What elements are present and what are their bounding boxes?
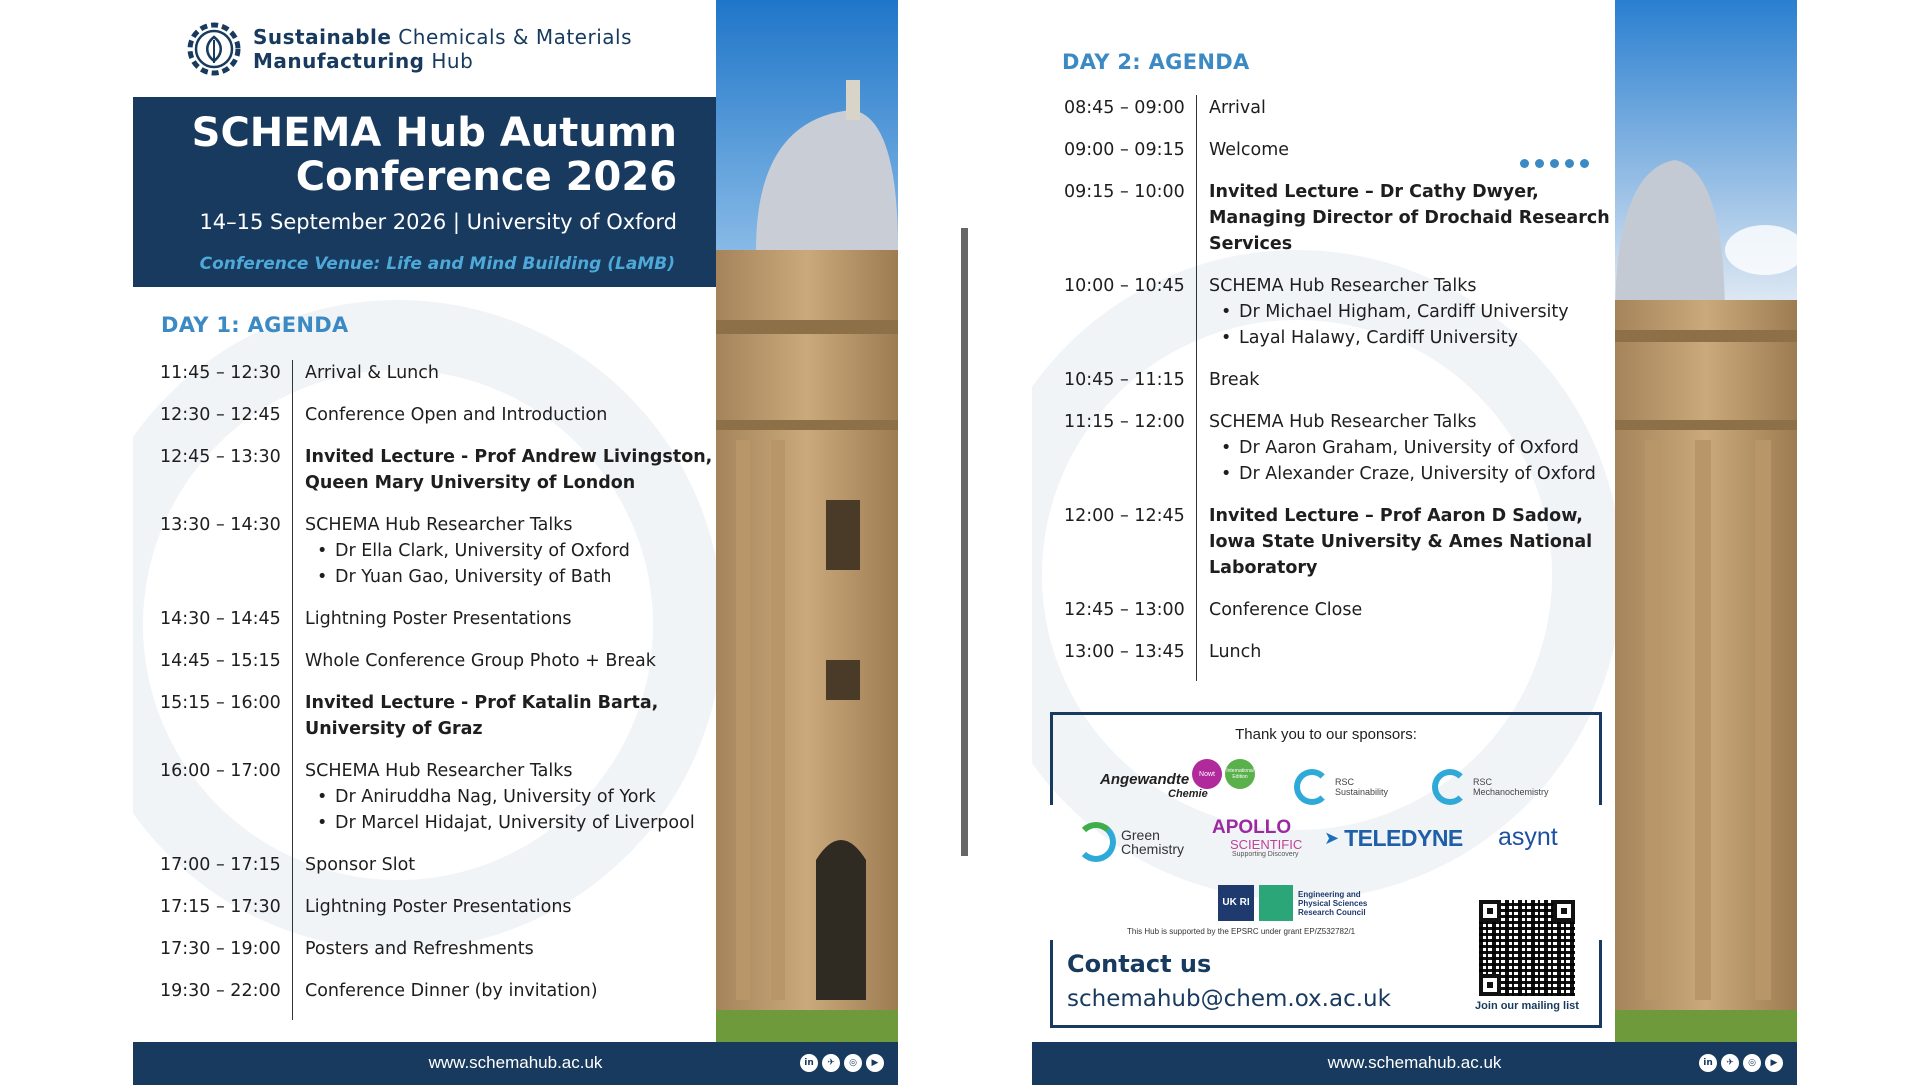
- agenda-row: [1064, 95, 1624, 137]
- day1-title: DAY 1: AGENDA: [161, 313, 349, 337]
- agenda-time: 16:00 – 17:00: [160, 761, 281, 781]
- agenda-entry-title: Invited Lecture – Dr Cathy Dwyer, Managing Director of Drochaid Research Services: [1209, 182, 1610, 254]
- agenda-entry-title: Posters and Refreshments: [305, 939, 534, 959]
- agenda-entry: [292, 512, 630, 606]
- agenda-time: 11:15 – 12:00: [1064, 412, 1185, 432]
- logo-word-chemicals: Chemicals & Materials: [398, 25, 632, 49]
- agenda-time: 17:15 – 17:30: [160, 897, 281, 917]
- agenda-row: [160, 512, 720, 606]
- radcliffe-camera-photo: [1615, 0, 1797, 1042]
- logo-word-sustainable: Sustainable: [253, 25, 392, 49]
- agenda-entry: [292, 648, 656, 690]
- rsc-sus-label2: Sustainability: [1335, 787, 1389, 797]
- angewandte-sub: Chemie: [1168, 788, 1208, 800]
- angewandte-badge-purple: Nowt: [1192, 759, 1222, 789]
- agenda-entry: [1196, 367, 1259, 409]
- agenda-entry: [1196, 597, 1362, 639]
- rsc-mech-label1: RSC: [1473, 777, 1493, 787]
- agenda-time: 15:15 – 16:00: [160, 693, 281, 713]
- agenda-entry-title: SCHEMA Hub Researcher Talks: [1209, 412, 1477, 432]
- agenda-entry-title: Conference Close: [1209, 600, 1363, 620]
- agenda-row: [160, 360, 720, 402]
- agenda-time: 17:00 – 17:15: [160, 855, 281, 875]
- instagram-icon[interactable]: ◎: [1743, 1054, 1761, 1072]
- agenda-time: 11:45 – 12:30: [160, 363, 281, 383]
- epsrc-grant-note: This Hub is supported by the EPSRC under grant EP/Z532782/1: [1127, 927, 1356, 936]
- agenda-entry: [1196, 179, 1624, 273]
- conference-date-location: 14–15 September 2026 | University of Oxford: [199, 210, 677, 234]
- speaker-item: • Dr Aaron Graham, University of Oxford: [1209, 435, 1596, 461]
- agenda-entry-title: Invited Lecture – Prof Aaron D Sadow, Iowa State University & Ames National Laboratory: [1209, 506, 1593, 578]
- agenda-entry: [292, 852, 415, 894]
- agenda-entry: [292, 360, 439, 402]
- apollo-scientific-logo: [1212, 817, 1302, 858]
- linkedin-icon[interactable]: in: [800, 1054, 818, 1072]
- agenda-row: [1064, 273, 1624, 367]
- agenda-row: [160, 648, 720, 690]
- agenda-row: [160, 444, 720, 512]
- title-banner: [133, 97, 717, 287]
- agenda-row: [160, 894, 720, 936]
- speaker-list: [1209, 299, 1569, 351]
- rsc-sus-label1: RSC: [1335, 777, 1355, 787]
- day1-agenda: [160, 360, 720, 1020]
- green-chemistry-logo: [1076, 822, 1184, 862]
- social-icons: [800, 1054, 884, 1072]
- bluesky-icon[interactable]: ✈: [1721, 1054, 1739, 1072]
- angewandte-logo: [1100, 759, 1255, 800]
- agenda-entry-title: Welcome: [1209, 140, 1290, 160]
- speaker-list: [1209, 435, 1596, 487]
- logo-word-hub: Hub: [431, 49, 474, 73]
- conference-venue: Conference Venue: Life and Mind Building (LaMB): [199, 254, 675, 274]
- agenda-time: 12:45 – 13:00: [1064, 600, 1185, 620]
- speaker-item: • Dr Yuan Gao, University of Bath: [305, 564, 630, 590]
- agenda-entry: [1196, 273, 1569, 367]
- agenda-time: 17:30 – 19:00: [160, 939, 281, 959]
- agenda-entry-title: Lightning Poster Presentations: [305, 897, 572, 917]
- agenda-entry: [292, 444, 720, 512]
- ukri-icon: UK RI: [1218, 885, 1254, 921]
- agenda-entry-title: Break: [1209, 370, 1260, 390]
- agenda-time: 14:45 – 15:15: [160, 651, 281, 671]
- agenda-row: [160, 690, 720, 758]
- epsrc-green-block: [1259, 885, 1293, 921]
- apollo-name2: SCIENTIFIC: [1230, 837, 1303, 852]
- logo-word-manufacturing: Manufacturing: [253, 49, 425, 73]
- agenda-time: 08:45 – 09:00: [1064, 98, 1185, 118]
- rsc-ring-icon: [1294, 769, 1330, 805]
- rsc-mech-label2: Mechanochemistry: [1473, 787, 1549, 797]
- agenda-entry-title: Whole Conference Group Photo + Break: [305, 651, 656, 671]
- agenda-row: [1064, 597, 1624, 639]
- agenda-row: [160, 936, 720, 978]
- conference-title-line1: SCHEMA Hub Autumn: [191, 110, 677, 156]
- green-label2: Chemistry: [1121, 841, 1185, 857]
- agenda-row: [1064, 409, 1624, 503]
- mailing-list-qr-code[interactable]: [1479, 900, 1575, 996]
- agenda-entry: [292, 402, 607, 444]
- footer-website-link[interactable]: www.schemahub.ac.uk: [1327, 1053, 1502, 1072]
- agenda-row: [160, 606, 720, 648]
- agenda-row: [160, 758, 720, 852]
- agenda-entry-title: SCHEMA Hub Researcher Talks: [305, 515, 573, 535]
- apollo-tagline: Supporting Discovery: [1232, 851, 1299, 858]
- teledyne-logo: [1324, 825, 1463, 852]
- agenda-page-day1: [133, 0, 898, 1085]
- rsc-mechanochemistry-logo: [1432, 769, 1549, 805]
- agenda-time: 19:30 – 22:00: [160, 981, 281, 1001]
- agenda-entry: [1196, 409, 1596, 503]
- agenda-entry-title: SCHEMA Hub Researcher Talks: [305, 761, 573, 781]
- speaker-item: • Dr Aniruddha Nag, University of York: [305, 784, 695, 810]
- agenda-entry: [1196, 95, 1266, 137]
- ukri-epsrc-logo: [1218, 885, 1367, 921]
- page1-footer: [133, 1042, 898, 1085]
- day2-agenda: [1064, 95, 1624, 681]
- speaker-item: • Dr Michael Higham, Cardiff University: [1209, 299, 1569, 325]
- asynt-name: asynt: [1498, 823, 1558, 851]
- asynt-logo: [1498, 823, 1558, 852]
- agenda-row: [1064, 503, 1624, 597]
- epsrc-label1: Engineering and: [1298, 889, 1361, 899]
- green-label1: Green: [1121, 827, 1160, 843]
- agenda-time: 13:30 – 14:30: [160, 515, 281, 535]
- bluesky-icon[interactable]: ✈: [822, 1054, 840, 1072]
- linkedin-icon[interactable]: in: [1699, 1054, 1717, 1072]
- agenda-entry-title: Lightning Poster Presentations: [305, 609, 572, 629]
- green-chemistry-ring-icon: [1076, 822, 1116, 862]
- agenda-time: 12:45 – 13:30: [160, 447, 281, 467]
- agenda-time: 12:30 – 12:45: [160, 405, 281, 425]
- speaker-list: [305, 784, 695, 836]
- agenda-row: [1064, 639, 1624, 681]
- rsc-ring-icon: [1432, 769, 1468, 805]
- speaker-list: [305, 538, 630, 590]
- scrollbar[interactable]: [961, 228, 968, 856]
- epsrc-label2: Physical Sciences: [1298, 898, 1368, 908]
- angewandte-badge-green: International Edition: [1225, 759, 1255, 789]
- agenda-entry: [1196, 137, 1289, 179]
- agenda-time: 14:30 – 14:45: [160, 609, 281, 629]
- speaker-item: • Dr Ella Clark, University of Oxford: [305, 538, 630, 564]
- gear-leaf-icon: [183, 18, 245, 80]
- youtube-icon[interactable]: ▶: [866, 1054, 884, 1072]
- agenda-entry-title: Invited Lecture - Prof Katalin Barta, University of Graz: [305, 693, 659, 739]
- agenda-time: 09:00 – 09:15: [1064, 140, 1185, 160]
- agenda-entry: [292, 936, 534, 978]
- page2-footer: [1032, 1042, 1797, 1085]
- agenda-entry: [292, 606, 572, 648]
- agenda-row: [1064, 179, 1624, 273]
- agenda-entry-title: Sponsor Slot: [305, 855, 416, 875]
- agenda-time: 12:00 – 12:45: [1064, 506, 1185, 526]
- agenda-page-day2: [1032, 0, 1797, 1085]
- sponsors-title: Thank you to our sponsors:: [1235, 726, 1417, 743]
- agenda-entry: [292, 690, 720, 758]
- agenda-time: 10:45 – 11:15: [1064, 370, 1185, 390]
- agenda-entry-title: SCHEMA Hub Researcher Talks: [1209, 276, 1477, 296]
- agenda-entry: [292, 978, 598, 1020]
- radcliffe-camera-photo: [716, 0, 898, 1042]
- speaker-item: • Dr Alexander Craze, University of Oxford: [1209, 461, 1596, 487]
- agenda-entry: [292, 758, 695, 852]
- agenda-entry-title: Invited Lecture - Prof Andrew Livingston, Queen Mary University of London: [305, 447, 713, 493]
- agenda-entry: [1196, 503, 1624, 597]
- day2-title: DAY 2: AGENDA: [1062, 50, 1250, 74]
- conference-title-line2: Conference 2026: [295, 154, 677, 200]
- epsrc-label3: Research Council: [1298, 907, 1366, 917]
- qr-label: Join our mailing list: [1475, 1000, 1579, 1012]
- agenda-entry: [292, 894, 572, 936]
- agenda-entry-title: Lunch: [1209, 642, 1262, 662]
- speaker-item: • Layal Halawy, Cardiff University: [1209, 325, 1569, 351]
- hub-logo: [183, 18, 632, 80]
- agenda-entry: [1196, 639, 1261, 681]
- agenda-entry-title: Arrival: [1209, 98, 1266, 118]
- social-icons: [1699, 1054, 1783, 1072]
- agenda-row: [160, 402, 720, 444]
- teledyne-name: TELEDYNE: [1344, 825, 1463, 851]
- youtube-icon[interactable]: ▶: [1765, 1054, 1783, 1072]
- angewandte-name: Angewandte: [1100, 771, 1190, 788]
- rsc-sustainability-logo: [1294, 769, 1388, 805]
- agenda-row: [160, 852, 720, 894]
- agenda-time: 10:00 – 10:45: [1064, 276, 1185, 296]
- instagram-icon[interactable]: ◎: [844, 1054, 862, 1072]
- apollo-name: APOLLO: [1212, 817, 1292, 838]
- conference-title: [192, 111, 677, 199]
- agenda-row: [1064, 367, 1624, 409]
- contact-email-link[interactable]: schemahub@chem.ox.ac.uk: [1067, 986, 1391, 1012]
- agenda-time: 09:15 – 10:00: [1064, 182, 1185, 202]
- agenda-row: [160, 978, 720, 1020]
- agenda-time: 13:00 – 13:45: [1064, 642, 1185, 662]
- agenda-entry-title: Conference Dinner (by invitation): [305, 981, 598, 1001]
- contact-title: Contact us: [1067, 950, 1212, 978]
- agenda-row: [1064, 137, 1624, 179]
- agenda-entry-title: Arrival & Lunch: [305, 363, 439, 383]
- teledyne-arrow-icon: ➤: [1324, 828, 1340, 848]
- agenda-entry-title: Conference Open and Introduction: [305, 405, 608, 425]
- speaker-item: • Dr Marcel Hidajat, University of Liverpool: [305, 810, 695, 836]
- footer-website-link[interactable]: www.schemahub.ac.uk: [428, 1053, 603, 1072]
